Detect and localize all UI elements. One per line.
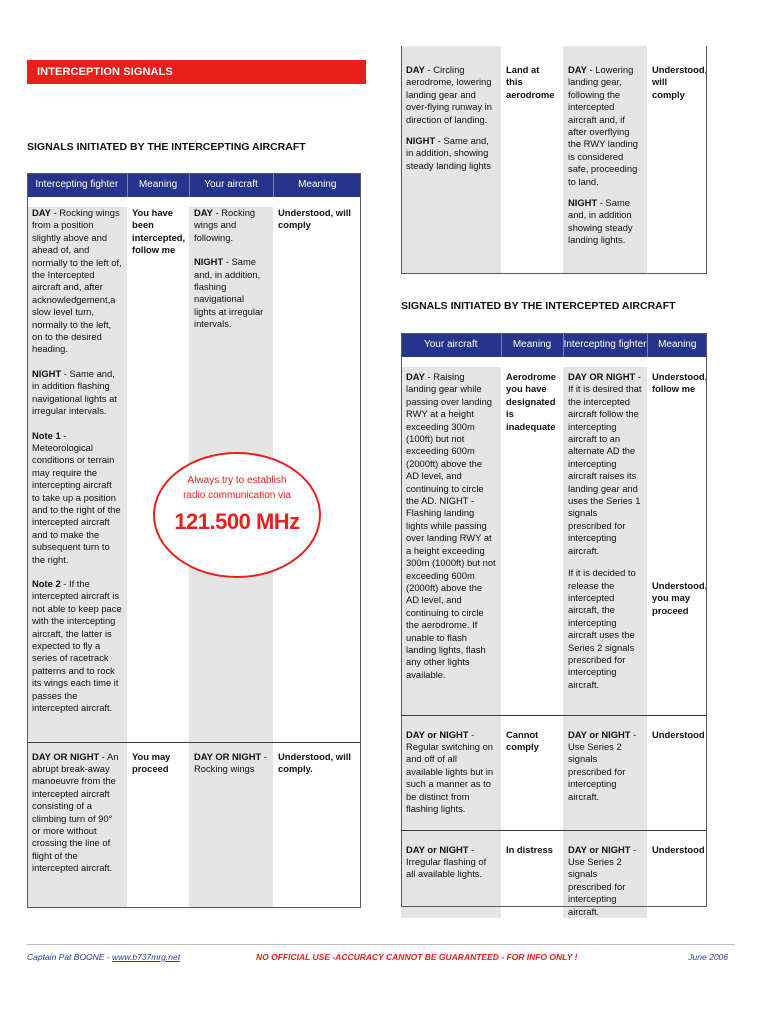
signal-text: - Same and, in addition flashing navigational lights at irregular intervals. — [32, 367, 117, 417]
signal-label: NIGHT — [32, 367, 62, 379]
table-row — [401, 367, 707, 715]
signal-cell — [401, 715, 501, 830]
meaning-text: Understood, will comply — [278, 207, 351, 231]
signal-text: - Same and, in addition, flashing navigational lights at irregular intervals. — [194, 256, 264, 330]
note-text: - If the intercepted aircraft is not able to keep pace with the intercepting aircraft, the latter is expected to fly a series of racetrack patterns and to rock its wings each time it passes the intercepted aircraft. — [32, 577, 122, 714]
table-row — [27, 197, 361, 207]
column-header: Intercepting fighter — [563, 333, 647, 357]
column-header: Intercepting fighter — [27, 173, 127, 197]
footer-disclaimer: NO OFFICIAL USE -ACCURACY CANNOT BE GUARANTEED - FOR INFO ONLY ! — [256, 952, 578, 962]
meaning-text: In distress — [506, 843, 553, 855]
signal-text: - An abrupt break-away manoeuvre from the intercepted aircraft consisting of a climbing turn of 90° or more without crossing the line of flight of the intercepted aircraft. — [32, 750, 119, 874]
column-header: Meaning — [127, 173, 189, 197]
meaning-text: Land at this aerodrome — [506, 64, 555, 100]
intercepted-aircraft-signals-table — [401, 333, 707, 918]
note-label: Note 2 — [32, 577, 61, 589]
signal-cell — [401, 830, 501, 918]
column-header: Your aircraft — [401, 333, 501, 357]
meaning-cell — [647, 46, 707, 274]
column-header: Meaning — [647, 333, 707, 357]
meaning-text: Understood, will comply. — [278, 750, 351, 774]
callout-line: Always try to establish — [187, 475, 287, 486]
footer-divider — [27, 944, 735, 945]
signal-text: - Use Series 2 signals prescribed for intercepting aircraft. — [568, 728, 637, 802]
radio-frequency-callout — [153, 452, 321, 578]
signal-cell — [401, 367, 501, 715]
signal-cell — [401, 46, 501, 274]
signal-text: - Rocking wings from a position slightly above and ahead of, and normally to the left of, the Intercepted aircraft and, after acknowledgement,a slow level turn, normally to the left, on to the desired heading. — [32, 207, 122, 355]
section-heading-intercepted: SIGNALS INITIATED BY THE INTERCEPTED AIRCRAFT — [401, 300, 676, 312]
callout-frequency: 121.500 MHz — [174, 509, 300, 534]
meaning-cell — [501, 367, 563, 715]
meaning-cell — [127, 742, 189, 907]
column-header: Your aircraft — [189, 173, 273, 197]
signal-text: - Lowering landing gear, following the intercepted aircraft and, if after overflying the RWY landing is considered safe, proceeding to land. — [568, 64, 639, 187]
section-heading-intercepting: SIGNALS INITIATED BY THE INTERCEPTING AIRCRAFT — [27, 141, 306, 153]
meaning-cell — [647, 715, 707, 830]
signal-text: - Use Series 2 signals prescribed for intercepting aircraft. — [568, 843, 637, 917]
meaning-cell — [501, 715, 563, 830]
callout-line: radio communication via — [183, 490, 291, 501]
signal-label: NIGHT — [568, 197, 598, 209]
meaning-cell — [273, 742, 361, 907]
signal-text: - Same and, in addition showing steady landing lights. — [568, 197, 633, 246]
meaning-text: Aerodrome you have designated is inadequate — [506, 371, 557, 432]
signal-label: DAY — [406, 371, 425, 382]
signal-label: DAY OR NIGHT — [32, 750, 100, 762]
meaning-cell — [647, 367, 707, 715]
note-text: - Meteorological conditions or terrain may require the intercepting aircraft to take up a position and to the right of the intercepted aircraft and to make the subsequent turn to the right. — [32, 429, 121, 565]
footer-date: June 2006 — [688, 952, 728, 962]
signal-text: - Raising landing gear while passing over landing RWY at a height exceeding 300m (100ft) but not exceeding 600m (2000ft) above the AD level, and continuing to circle the AD. NIGHT - Flashing landing lights while passing over landing RWY at a height exceeding 300m (1000ft) but not exceeding 600m (2000ft) above the AD level, and continuing to circle the aerodrome. If unable to flash landing lights, flash any other lights available. — [406, 371, 496, 680]
response-cell — [563, 830, 647, 918]
table-row — [401, 830, 707, 918]
signal-cell — [27, 207, 127, 742]
signal-label: DAY — [568, 64, 587, 75]
table-row — [27, 742, 361, 907]
signal-label: DAY or NIGHT — [568, 843, 631, 855]
signal-text: - Irregular flashing of all available lights. — [406, 843, 487, 880]
signal-label: DAY — [406, 64, 425, 75]
signal-text: - Regular switching on and off of all available lights but in such a manner as to be distinct from flashing lights. — [406, 728, 494, 814]
signal-cell — [27, 742, 127, 907]
signal-label: NIGHT — [406, 135, 436, 147]
signal-text: - If it is desired that the intercepted aircraft follow the intercepting aircraft to an alternate AD the intercepting aircraft raises its landing gear and uses the Series 1 signals prescribed for intercepting aircraft. — [568, 371, 642, 556]
signal-label: DAY — [32, 207, 51, 218]
footer-author — [27, 952, 180, 962]
column-header: Meaning — [273, 173, 361, 197]
meaning-text: Understood — [652, 728, 705, 740]
meaning-text: Understood, you may proceed — [652, 579, 708, 616]
meaning-text: Understood, follow me — [652, 371, 708, 395]
signal-label: NIGHT — [194, 256, 224, 268]
meaning-text: Understood, will comply — [652, 64, 708, 100]
meaning-cell — [647, 830, 707, 918]
signal-text: - Rocking wings and following. — [194, 207, 256, 243]
response-cell — [563, 367, 647, 715]
signal-label: DAY OR NIGHT — [194, 750, 262, 762]
table-header-row — [401, 333, 707, 357]
signal-text: - Rocking wings — [194, 750, 267, 774]
table-row — [401, 357, 707, 367]
table-row — [401, 715, 707, 830]
note-label: Note 1 — [32, 429, 61, 441]
signal-label: DAY or NIGHT — [406, 728, 469, 740]
website-link[interactable]: www.b737mrg.net — [112, 952, 181, 962]
meaning-cell — [501, 830, 563, 918]
signal-label: DAY or NIGHT — [568, 728, 631, 740]
table-header-row — [27, 173, 361, 197]
table-row — [401, 46, 707, 274]
signal-text: - Circling aerodrome, lowering landing gear and over-flying runway in direction of landing. — [406, 64, 492, 125]
meaning-text: Understood — [652, 843, 705, 855]
signal-text: - Same and, in addition, showing steady landing lights — [406, 135, 491, 171]
meaning-text: Cannot comply — [506, 728, 539, 752]
author-text: Captain Pat BOONE - — [27, 952, 113, 962]
signal-label: DAY OR NIGHT — [568, 371, 636, 382]
signal-text: If it is decided to release the intercepted aircraft, the intercepting aircraft uses the Series 2 signals prescribed for intercepting aircraft. — [568, 567, 636, 690]
column-header: Meaning — [501, 333, 563, 357]
meaning-cell — [501, 46, 563, 274]
response-cell — [563, 715, 647, 830]
signal-label: DAY or NIGHT — [406, 843, 469, 855]
intercepting-aircraft-signals-continued-table — [401, 46, 707, 274]
page-title: INTERCEPTION SIGNALS — [27, 60, 366, 84]
meaning-text: You may proceed — [132, 750, 171, 774]
response-cell — [563, 46, 647, 274]
meaning-text: You have been intercepted, follow me — [132, 207, 186, 256]
signal-label: DAY — [194, 207, 213, 218]
response-cell — [189, 742, 273, 907]
